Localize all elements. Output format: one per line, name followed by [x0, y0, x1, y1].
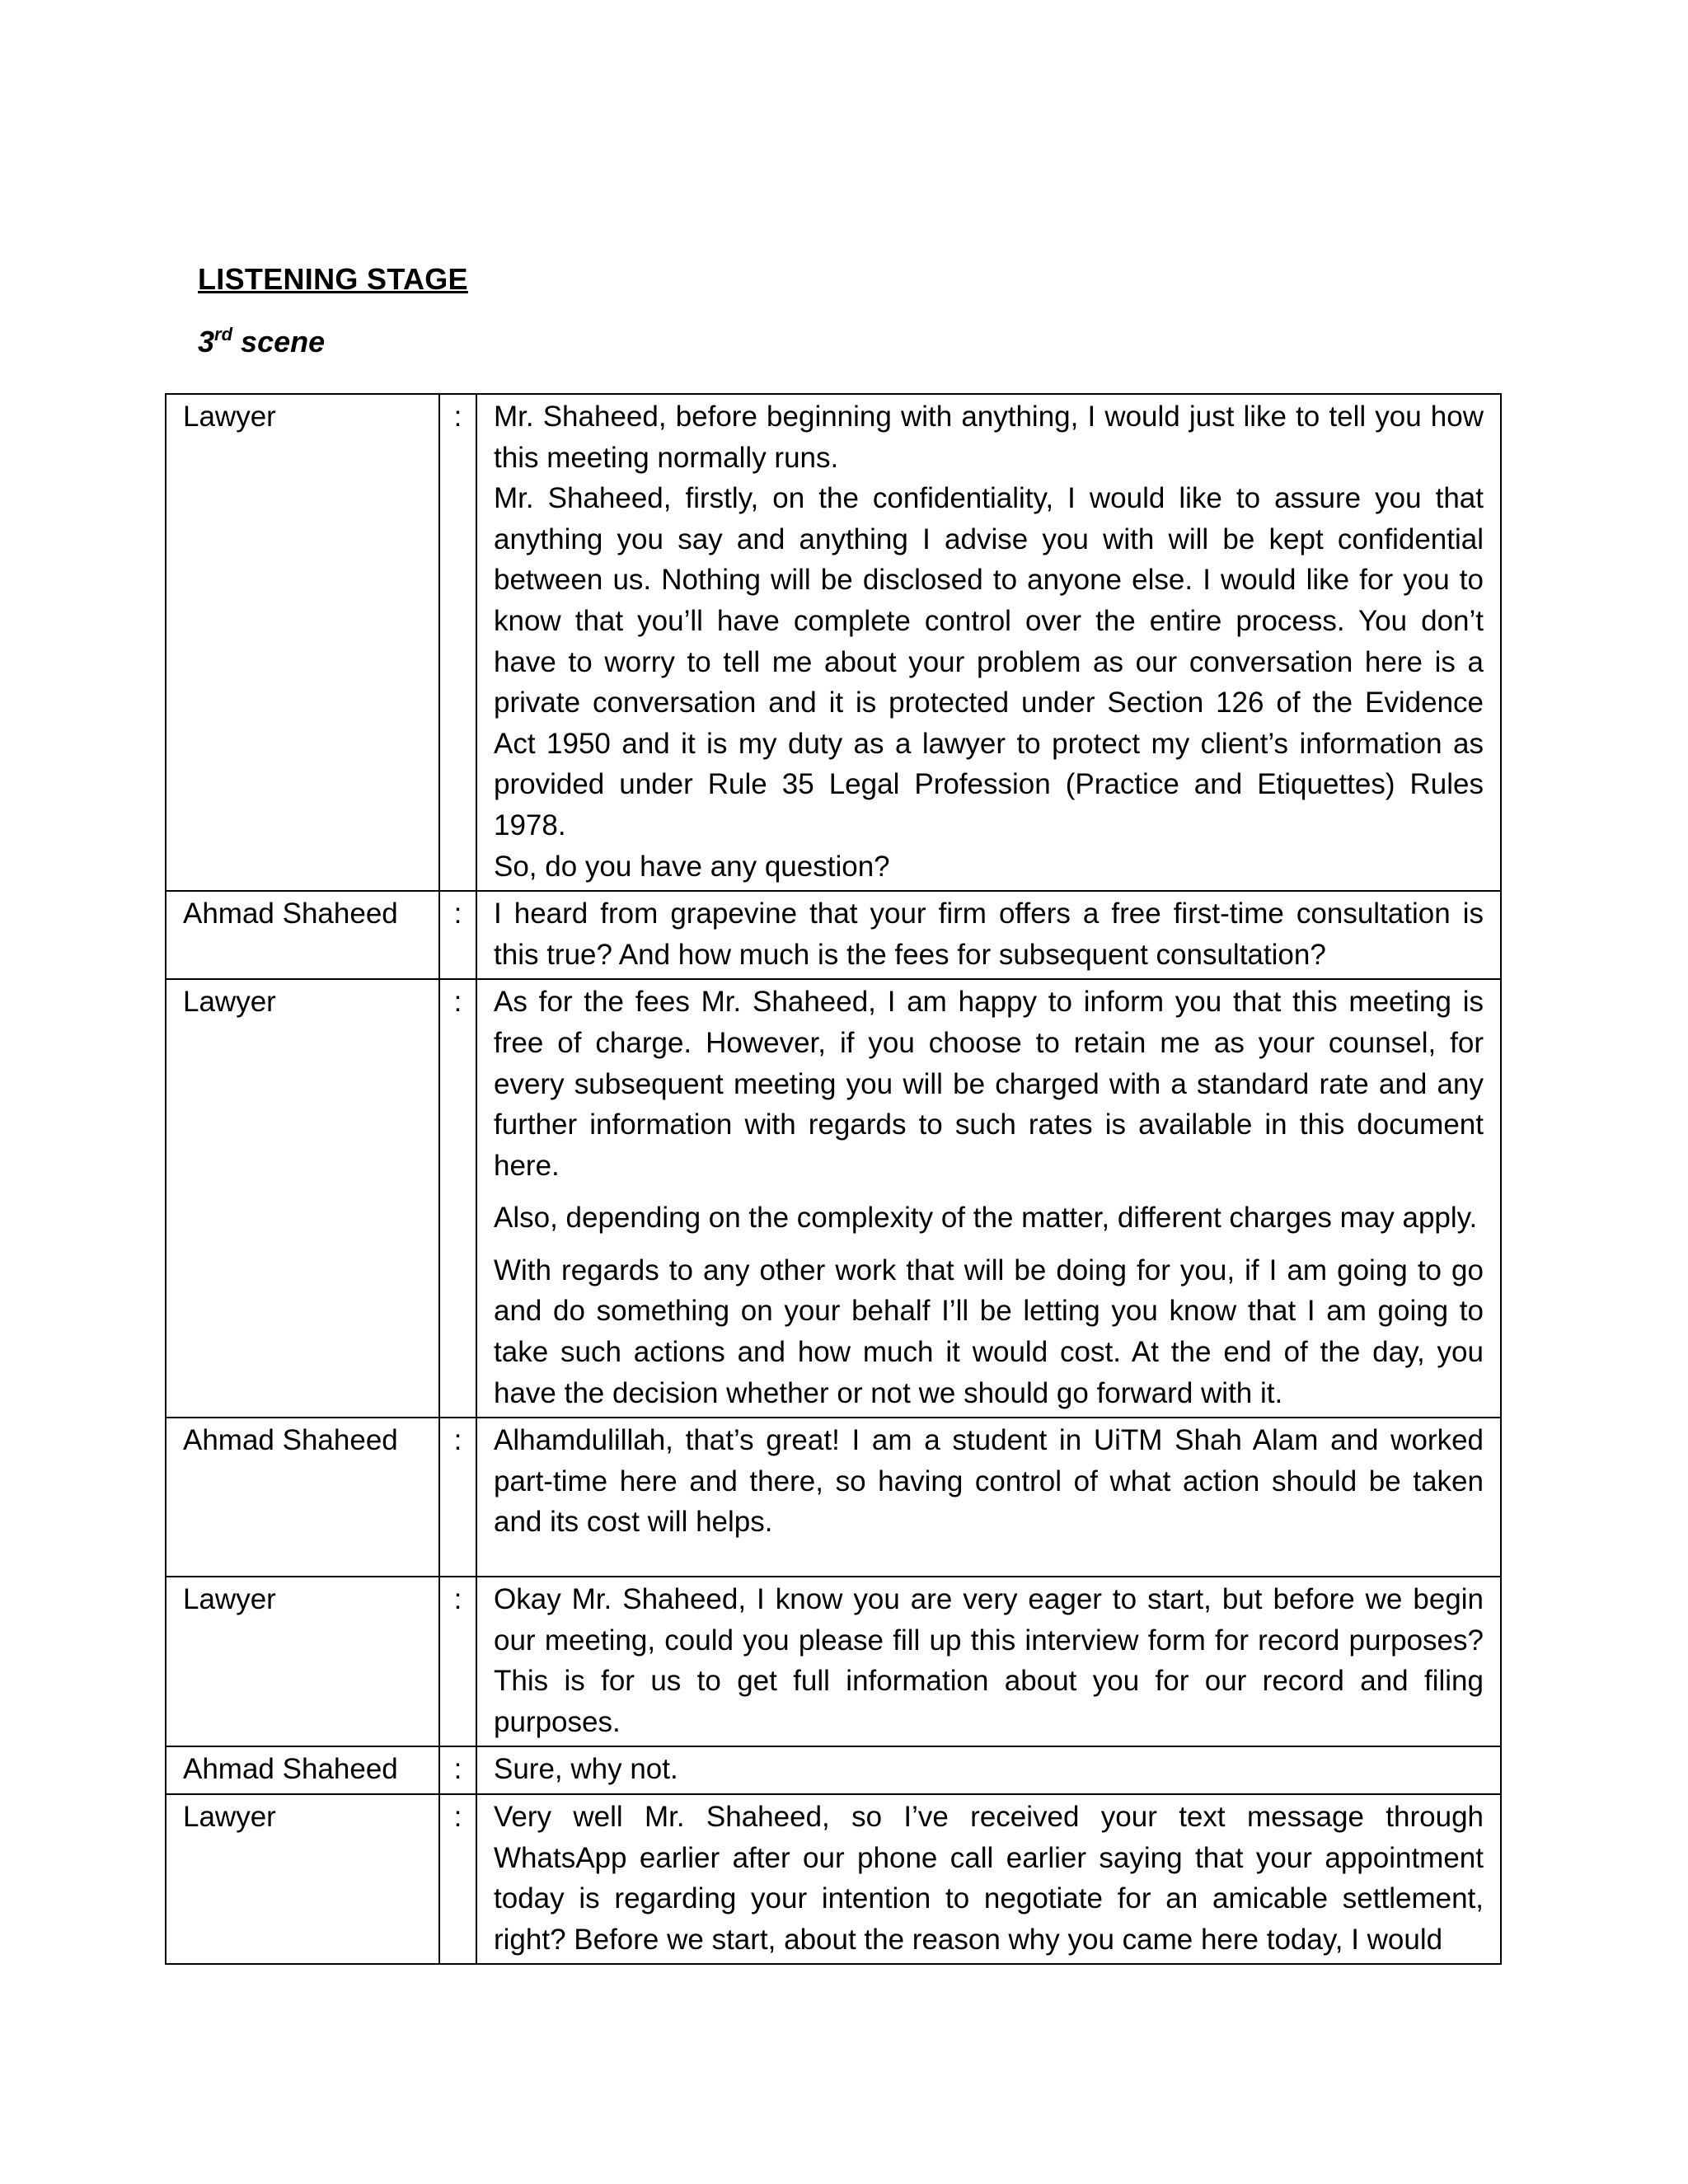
- utterance-cell: [476, 1577, 1501, 1746]
- scene-ordinal-suffix: rd: [214, 324, 233, 344]
- utterance-paragraph: Okay Mr. Shaheed, I know you are very eager to start, but before we begin our meeting, could you please fill up this interview form for record purposes? This is for us to get full information about you for our record and filing purposes.: [494, 1583, 1484, 1738]
- dialogue-row: [166, 1746, 1501, 1794]
- separator-cell: :: [439, 394, 476, 891]
- section-heading: LISTENING STAGE: [198, 262, 468, 296]
- separator-cell: :: [439, 1746, 476, 1794]
- dialogue-row: [166, 979, 1501, 1418]
- speaker-cell: Lawyer: [166, 1577, 439, 1746]
- dialogue-row: [166, 394, 1501, 891]
- speaker-cell: Ahmad Shaheed: [166, 1746, 439, 1794]
- utterance-paragraph: So, do you have any question?: [494, 850, 890, 883]
- speaker-cell: Lawyer: [166, 979, 439, 1418]
- utterance-cell: [476, 891, 1501, 979]
- speaker-cell: Ahmad Shaheed: [166, 1418, 439, 1577]
- speaker-cell: Ahmad Shaheed: [166, 891, 439, 979]
- utterance-paragraph: Also, depending on the complexity of the matter, different charges may apply.: [494, 1202, 1478, 1235]
- scene-label: [198, 325, 325, 359]
- dialogue-row: [166, 1577, 1501, 1746]
- dialogue-table: [165, 393, 1502, 1965]
- utterance-paragraph: I heard from grapevine that your firm offers a free first-time consultation is this true? And how much is the fees for subsequent consultation?: [494, 898, 1484, 971]
- dialogue-row: [166, 891, 1501, 979]
- utterance-paragraph: Very well Mr. Shaheed, so I’ve received your text message through WhatsApp earlier after our phone call earlier saying that your appointment today is regarding your intention to negotiate for an amicable settlement, right? Before we start, about the reason why you came here today, I would: [494, 1801, 1484, 1956]
- scene-word: scene: [241, 325, 326, 359]
- separator-cell: :: [439, 1794, 476, 1964]
- dialogue-row: [166, 1418, 1501, 1577]
- separator-cell: :: [439, 1418, 476, 1577]
- utterance-cell: [476, 1418, 1501, 1577]
- utterance-paragraph: As for the fees Mr. Shaheed, I am happy to inform you that this meeting is free of charge. However, if you choose to retain me as your counsel, for every subsequent meeting you will be charged with a standard rate and any further information with regards to such rates is available in this document here.: [494, 986, 1484, 1182]
- speaker-cell: Lawyer: [166, 394, 439, 891]
- utterance-cell: [476, 1794, 1501, 1964]
- scene-number: 3: [198, 325, 215, 359]
- separator-cell: :: [439, 1577, 476, 1746]
- speaker-cell: Lawyer: [166, 1794, 439, 1964]
- separator-cell: :: [439, 979, 476, 1418]
- utterance-paragraph: Alhamdulillah, that’s great! I am a student in UiTM Shah Alam and worked part-time here and there, so having control of what action should be taken and its cost will helps.: [494, 1424, 1484, 1539]
- separator-cell: :: [439, 891, 476, 979]
- utterance-paragraph: Sure, why not.: [494, 1753, 678, 1786]
- utterance-paragraph: Mr. Shaheed, firstly, on the confidentiality, I would like to assure you that anything you say and anything I advise you with will be kept confidential between us. Nothing will be disclosed to anyone else. I would like for you to know that you’ll have complete control over the entire process. You don’t have to worry to tell me about your problem as our conversation here is a private conversation and it is protected under Section 126 of the Evidence Act 1950 and it is my duty as a lawyer to protect my client’s information as provided under Rule 35 Legal Profession (Practice and Etiquettes) Rules 1978.: [494, 482, 1484, 841]
- utterance-cell: [476, 979, 1501, 1418]
- dialogue-row: [166, 1794, 1501, 1964]
- utterance-cell: [476, 1746, 1501, 1794]
- utterance-paragraph: Mr. Shaheed, before beginning with anything, I would just like to tell you how this meeting normally runs.: [494, 401, 1484, 474]
- utterance-paragraph: With regards to any other work that will be doing for you, if I am going to go and do something on your behalf I’ll be letting you know that I am going to take such actions and how much it would cost. At the end of the day, you have the decision whether or not we should go forward with it.: [494, 1254, 1484, 1409]
- utterance-cell: [476, 394, 1501, 891]
